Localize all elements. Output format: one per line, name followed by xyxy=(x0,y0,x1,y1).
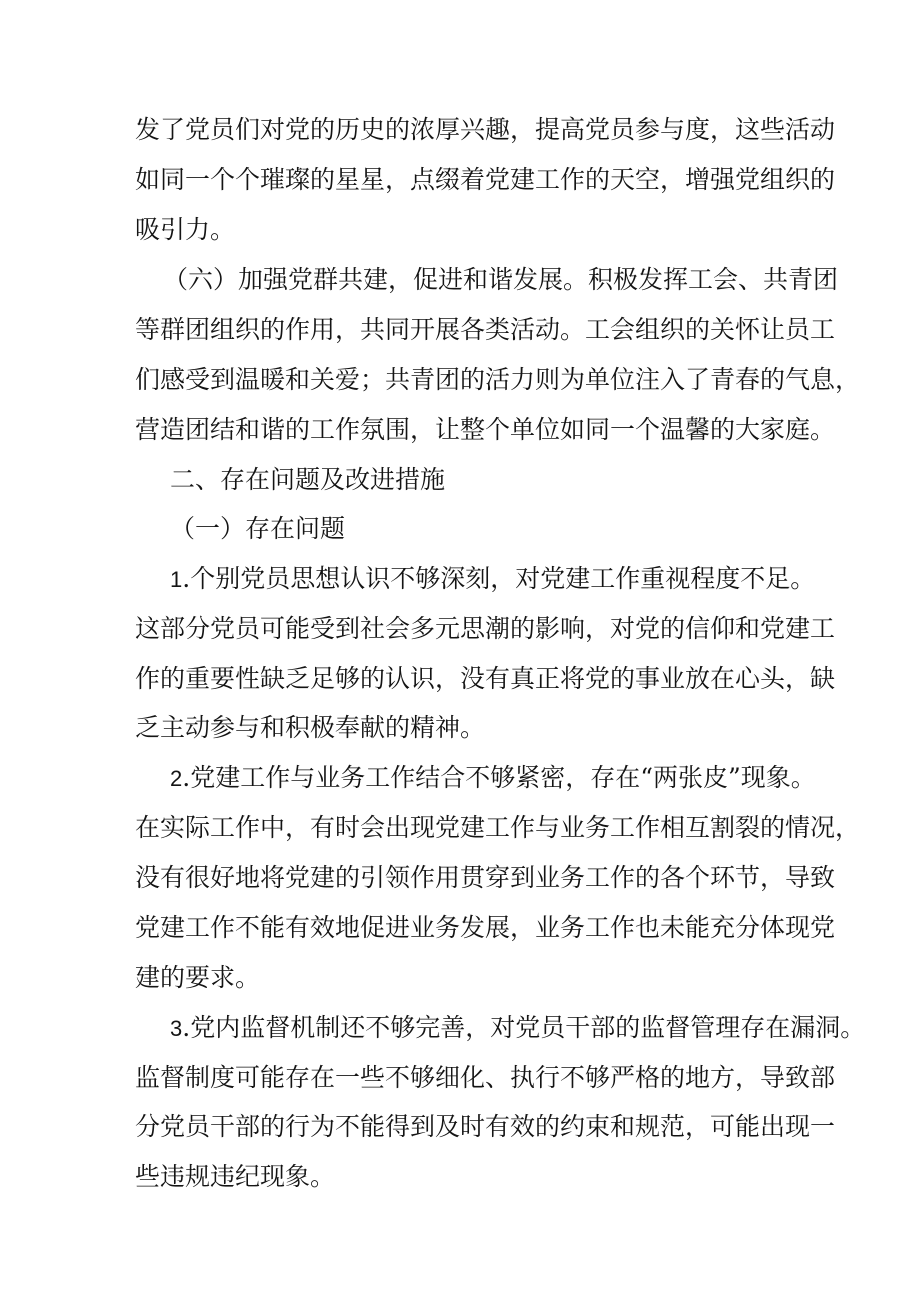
text-line: 这部分党员可能受到社会多元思潮的影响，对党的信仰和党建工 xyxy=(135,614,836,643)
list-item-number: 2 xyxy=(170,766,183,791)
text-line: 监督制度可能存在一些不够细化、执行不够严格的地方，导致部 xyxy=(135,1063,836,1092)
list-item-first-line xyxy=(170,1012,865,1044)
list-item-text: .党建工作与业务工作结合不够紧密，存在“两张皮”现象。 xyxy=(182,763,816,792)
list-item-text: .个别党员思想认识不够深刻，对党建工作重视程度不足。 xyxy=(182,564,816,593)
section-heading: 二、存在问题及改进措施 xyxy=(170,465,446,494)
text-line: 吸引力。 xyxy=(135,215,236,244)
list-item-number: 3 xyxy=(170,1016,183,1041)
text-line: 如同一个个璀璨的星星，点缀着党建工作的天空，增强党组织的 xyxy=(135,165,836,194)
text-line: 乏主动参与和积极奉献的精神。 xyxy=(135,713,486,742)
text-line: 等群团组织的作用，共同开展各类活动。工会组织的关怀让员工 xyxy=(135,315,836,344)
text-line: 分党员干部的行为不能得到及时有效的约束和规范，可能出现一 xyxy=(135,1112,836,1141)
list-item-number: 1 xyxy=(170,567,183,592)
list-item-text: .党内监督机制还不够完善，对党员干部的监督管理存在漏洞。 xyxy=(182,1013,866,1042)
text-line: 营造团结和谐的工作氛围，让整个单位如同一个温馨的大家庭。 xyxy=(135,415,836,444)
text-line: 建的要求。 xyxy=(135,963,261,992)
text-line: 没有很好地将党建的引领作用贯穿到业务工作的各个环节，导致 xyxy=(135,863,836,892)
text-line: 些违规违纪现象。 xyxy=(135,1162,336,1191)
text-line: 党建工作不能有效地促进业务发展，业务工作也未能充分体现党 xyxy=(135,913,836,942)
text-line: 在实际工作中，有时会出现党建工作与业务工作相互割裂的情况， xyxy=(135,813,861,842)
list-item-first-line xyxy=(170,563,815,595)
text-line: 们感受到温暖和关爱；共青团的活力则为单位注入了青春的气息， xyxy=(135,365,861,394)
text-line: （六）加强党群共建，促进和谐发展。积极发挥工会、共青团 xyxy=(163,265,839,294)
text-line: 作的重要性缺乏足够的认识，没有真正将党的事业放在心头，缺 xyxy=(135,664,836,693)
list-item-first-line xyxy=(170,762,816,794)
subsection-heading: （一）存在问题 xyxy=(170,514,346,543)
text-line: 发了党员们对党的历史的浓厚兴趣，提高党员参与度，这些活动 xyxy=(135,115,836,144)
